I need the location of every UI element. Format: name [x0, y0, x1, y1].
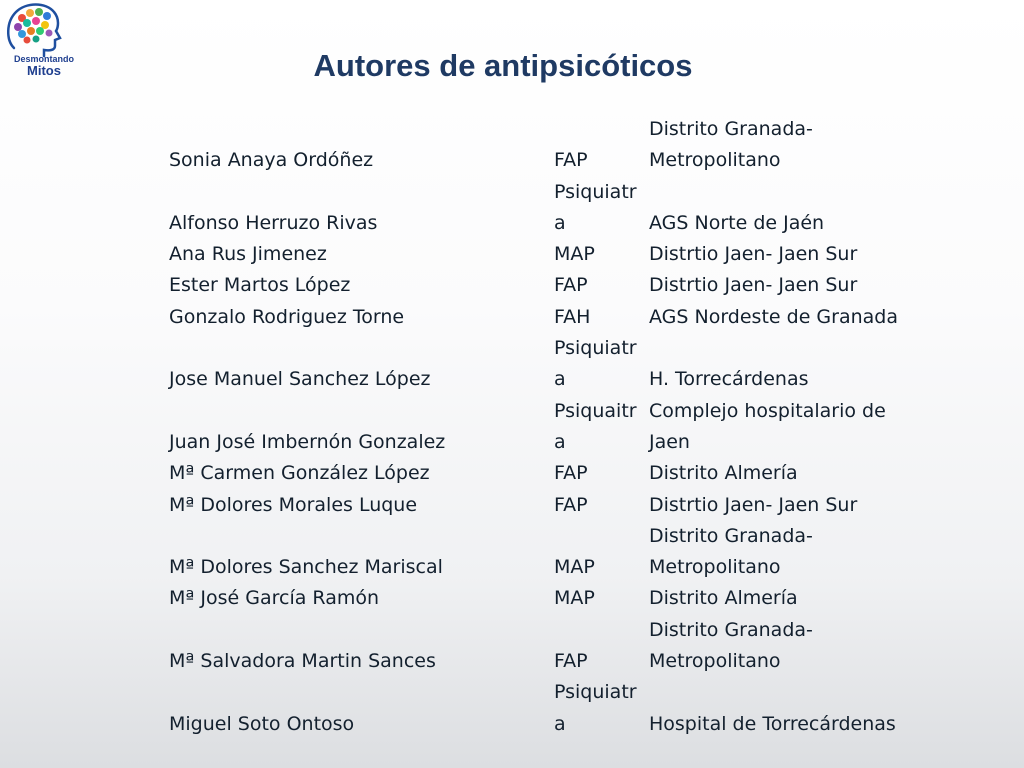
author-name: Mª Dolores Morales Luque: [169, 493, 418, 516]
author-row: [169, 302, 949, 333]
author-place: Distrtio Jaen- Jaen Sur: [649, 274, 858, 297]
authors-table: [169, 114, 949, 740]
author-place: AGS Nordeste de Granada: [649, 305, 898, 328]
author-place: Distrito Granada- Metropolitano: [649, 524, 813, 579]
author-place: AGS Norte de Jaén: [649, 211, 825, 234]
author-name: Mª Carmen González López: [169, 462, 430, 485]
author-role: FAP: [554, 149, 588, 172]
author-role: FAH: [554, 305, 591, 328]
slide-title: Autores de antipsicóticos: [313, 48, 693, 83]
author-place: Distrtio Jaen- Jaen Sur: [649, 243, 858, 266]
author-place: Distrito Almería: [649, 462, 798, 485]
author-row: [169, 270, 949, 301]
author-name: Mª José García Ramón: [169, 587, 380, 610]
author-place: Distrito Granada- Metropolitano: [649, 618, 813, 673]
author-name: Mª Salvadora Martin Sances: [169, 650, 436, 673]
author-role: FAP: [554, 274, 588, 297]
author-place: Distrito Almería: [649, 587, 798, 610]
author-role: MAP: [554, 587, 595, 610]
author-row: [169, 583, 949, 614]
author-name: Sonia Anaya Ordóñez: [169, 149, 374, 172]
author-role: MAP: [554, 243, 595, 266]
logo-text-mitos: Mitos: [27, 63, 61, 78]
author-place: Hospital de Torrecárdenas: [649, 712, 896, 735]
author-role: FAP: [554, 462, 588, 485]
author-row: [169, 490, 949, 521]
author-role: Psiquaitr a: [554, 399, 637, 453]
author-row: [169, 458, 949, 489]
author-role: FAP: [554, 493, 588, 516]
author-place: Distrtio Jaen- Jaen Sur: [649, 493, 858, 516]
author-place: Complejo hospitalario de Jaen: [649, 399, 886, 453]
author-row: [169, 333, 949, 396]
author-role: MAP: [554, 556, 595, 579]
author-name: Jose Manuel Sanchez López: [169, 368, 431, 391]
author-name: Ester Martos López: [169, 274, 351, 297]
author-role: Psiquiatr a: [554, 681, 637, 735]
author-place: Distrito Granada- Metropolitano: [649, 118, 813, 172]
author-row: [169, 521, 949, 584]
author-role: FAP: [554, 650, 588, 673]
author-row: [169, 615, 949, 678]
author-row: [169, 239, 949, 270]
author-row: [169, 177, 949, 240]
author-row: [169, 114, 949, 177]
author-row: [169, 677, 949, 740]
author-name: Juan José Imbernón Gonzalez: [169, 430, 446, 453]
author-role: Psiquiatr a: [554, 337, 637, 391]
logo-text-desmontando: Desmontando: [13, 54, 74, 64]
author-name: Gonzalo Rodriguez Torne: [169, 305, 405, 328]
author-name: Mª Dolores Sanchez Mariscal: [169, 556, 443, 579]
author-place: H. Torrecárdenas: [649, 368, 809, 391]
author-name: Miguel Soto Ontoso: [169, 712, 355, 735]
author-row: [169, 396, 949, 459]
author-role: Psiquiatr a: [554, 180, 637, 234]
author-name: Alfonso Herruzo Rivas: [169, 211, 378, 234]
author-name: Ana Rus Jimenez: [169, 243, 327, 266]
